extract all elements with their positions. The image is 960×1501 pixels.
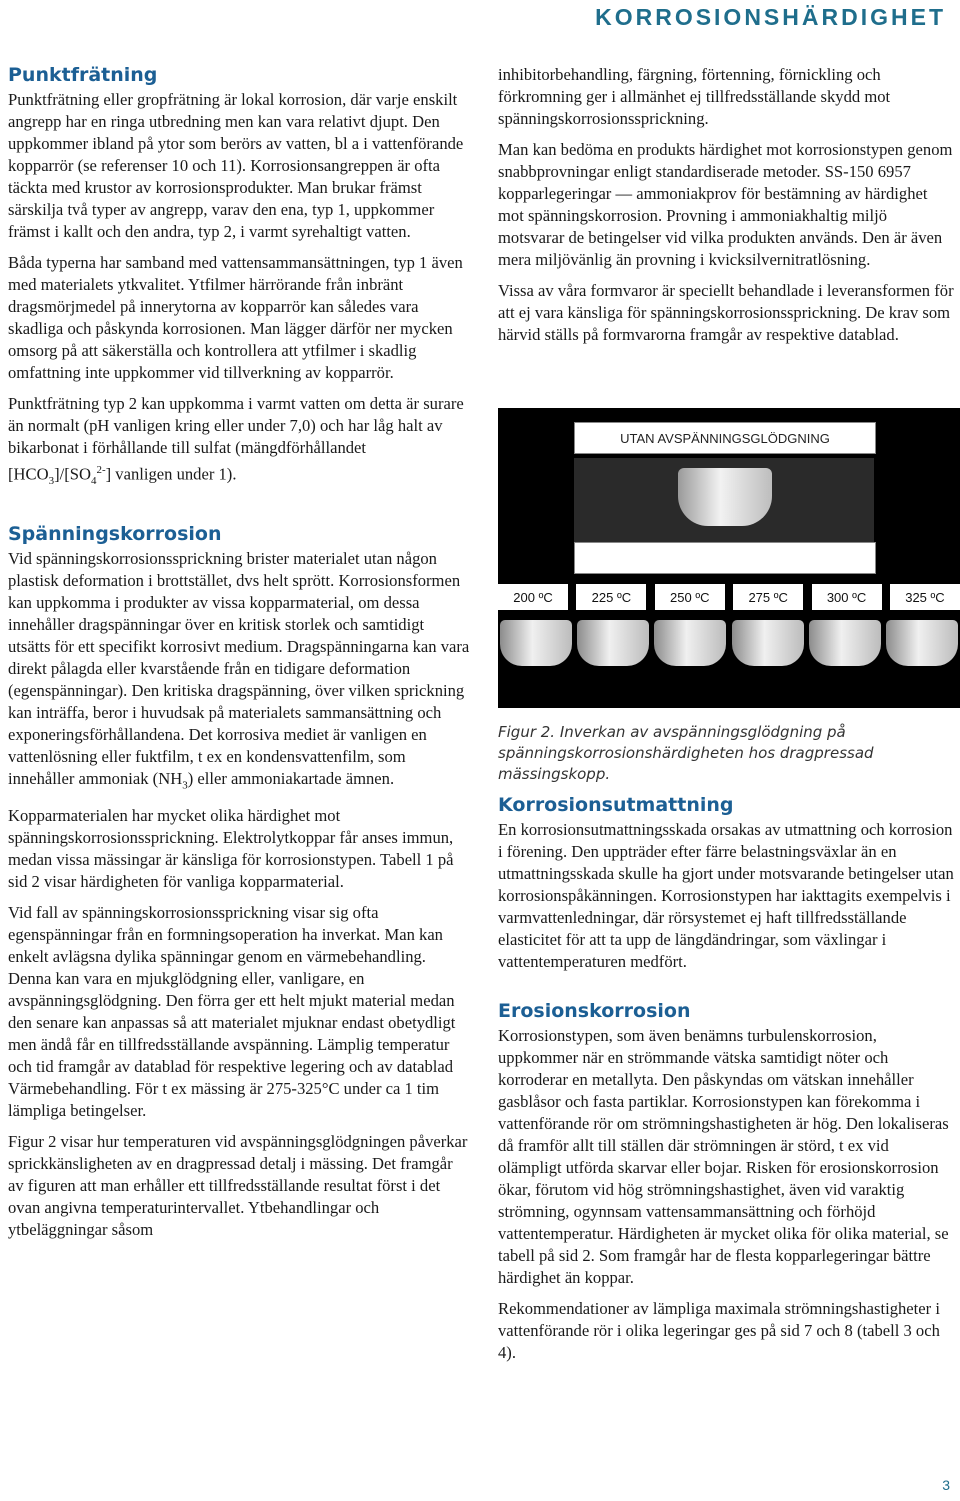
- page-header-title: KORROSIONSHÄRDIGHET: [595, 4, 946, 30]
- heading-erosionskorrosion: Erosionskorrosion: [498, 1000, 691, 1022]
- figure-cup-photo: [498, 408, 960, 708]
- brass-cup: [654, 620, 726, 666]
- cup-row: [500, 620, 958, 666]
- temp-label: 300 ºC: [812, 584, 882, 610]
- brass-cup: [577, 620, 649, 666]
- paragraph: Vid fall av spänningskorrosionssprickning visar sig ofta egenspänningar från en formningsoperation ha inverkat. Man kan enkelt avlägsna dylika spänningar genom en värmebehandling. Denna kan vara en mjukglödgning eller, vanligare, en avspänningsglödgning. Den förra ger ett helt mjukt material medan den senare kan anpassas så att materialet mjuknar endast obetydligt men ändå får en tillfredsställande avspänning. Lämplig temperatur och tid framgår av datablad för respektive legering och av datablad Värmebehandling. För t ex mässing är 275-325°C under ca 1 tim lämpliga betingelser.: [8, 903, 456, 1121]
- page-number: 3: [942, 1477, 950, 1493]
- paragraph: Man kan bedöma en produkts härdighet mot korrosionstypen genom snabbprovningar enligt standardiserade metoder. SS-150 6957 kopparlegeringar — ammoniakprov för bestämning av härdighet mot spänningskorrosion. Provning i ammoniakhaltig miljö motsvarar de betingelser vid vilka produkten används. Den är även mera miljövänlig än provning i kvicksilvernitratlösning.: [498, 140, 953, 269]
- brass-cup-untreated: [678, 468, 772, 526]
- paragraph: Korrosionstypen, som även benämns turbulenskorrosion, uppkommer när en strömmande vätska samtidigt nöter och korroderar en metallyta. Den påskyndas om vätskan innehåller gasblåsor och fasta partiklar. Korrosionstypen kan förekomma i vattenförande rör om strömningshastigheten är hög. Den lokaliseras då framför allt till ställen där strömningen är störd, t ex vid olämpligt utförda skarvar eller bojar. Risken för erosionskorrosion ökar, förutom vid hög strömningshastighet, även vid varaktig strömning, ogynnsam vattensammansättning och förhöjd vattentemperatur. Härdigheten är mycket olika för olika material, se tabell på sid 2. Som framgår har de flesta kopparlegeringar bättre härdighet än koppar.: [498, 1026, 949, 1287]
- paragraph: Rekommendationer av lämpliga maximala strömningshastigheter i vattenförande rör i olika legeringar ges på sid 7 och 8 (tabell 3 och 4).: [498, 1299, 940, 1362]
- paragraph: Vid spänningskorrosionssprickning brister materialet utan någon plastisk deformation i brottstället, dvs helt sprött. Korrosionsformen kan uppkomma i produkter av vissa kopparmaterial, om dessa innehåller dragspänningar över en kritisk storlek och samtidigt utsätts för ett specifikt korrosivt medium. Dragspänningarna kan vara direkt pålagda eller kvarstående från en tidigare deformation (egenspänningar). Den kritiska dragspänning, över vilken sprickning kan inträffa, beror i huvudsak på materialets sammansättning och exponeringsförhållandena. Det korrosiva mediet är vanligen en vattenlösning eller fuktfilm, t ex en kondensvattenfilm, som innehåller ammoniak $(NH_3)$ eller ammoniakartade ämnen.: [8, 548, 470, 792]
- right-column: [498, 64, 954, 355]
- temperature-labels: [498, 584, 960, 610]
- figure-strip: [574, 542, 876, 574]
- temp-label: 275 ºC: [733, 584, 803, 610]
- paragraph: Vissa av våra formvaror är speciellt behandlade i leveransformen för att ej vara känsliga för spänningskorrosionssprickning. De krav som härvid ställs på formvarorna framgår av respektive datablad.: [498, 281, 954, 344]
- left-column: [8, 64, 470, 1250]
- temp-label: 225 ºC: [576, 584, 646, 610]
- paragraph-chemistry: Punktfrätning typ 2 kan uppkomma i varmt vatten om detta är surare än normalt (pH vanligen kring eller under 7,0) och har låg halt av bikarbonat i förhållande till sulfat (mängdförhållandet $[HCO_3]/[SO_4^{2-}]$ vanligen under 1).: [8, 394, 464, 487]
- paragraph: Kopparmaterialen har mycket olika härdighet mot spänningskorrosionssprickning. Elektrolytkoppar får anses immun, medan vissa mässingar är känsliga för korrosionstypen. Tabell 1 på sid 2 visar härdigheten för vanliga kopparmaterial.: [8, 806, 454, 892]
- heading-spanningskorrosion: Spänningskorrosion: [8, 522, 222, 545]
- brass-cup: [732, 620, 804, 666]
- temp-label: 325 ºC: [890, 584, 960, 610]
- paragraph: Båda typerna har samband med vattensammansättningen, typ 1 även med materialets ytkvalitet. Ytfilmer härrörande från inbränt dragsmörjmedel på innerytorna av kopparrör kan således vara skadliga och påskynda korrosionen. Man lägger därför ner mycken omsorg på att säkerställa och kontrollera att ytfilmer i skadlig omfattning inte uppkommer vid tillverkning av kopparrör.: [8, 253, 463, 382]
- figure-banner: UTAN AVSPÄNNINGSGLÖDGNING: [574, 422, 876, 454]
- paragraph: inhibitorbehandling, färgning, förtenning, förnickling och förkromning ger i allmänhet ej tillfredsställande skydd mot spänningskorrosionssprickning.: [498, 65, 891, 128]
- brass-cup: [809, 620, 881, 666]
- paragraph: Punktfrätning eller gropfrätning är lokal korrosion, där varje enskilt angrepp har en ringa utbredning men kan vara relativt djupt. Den uppkommer ibland på ytor som berörs av vatten, bl a i vattenförande kopparrör (se referenser 10 och 11). Korrosionsangreppen är ofta täckta med krustor av korrosionsprodukter. Man brukar främst särskilja två typer av angrepp, varav den ena, typ 1, uppkommer främst i kallt och den andra, typ 2, i varmt syrehaltigt vatten.: [8, 90, 464, 241]
- brass-cup: [500, 620, 572, 666]
- brass-cup: [886, 620, 958, 666]
- paragraph: Figur 2 visar hur temperaturen vid avspänningsglödgningen påverkar sprickkänsligheten av en dragpressad detalj i mässing. Det framgår av figuren att man erhåller ett tillfredsställande resultat först i det ovan angivna temperaturintervallet. Ytbehandlingar och ytbeläggningar såsom: [8, 1132, 468, 1240]
- right-column-lower: [498, 794, 954, 1373]
- paragraph: En korrosionsutmattningsskada orsakas av utmattning och korrosion i förening. Den uppträder efter färre belastningsväxlar än en utmattningsskada skulle ha gjort under motsvarande betingelser utan korrosionspåkänningen. Korrosionstypen har iakttagits exempelvis i varmvattenledningar, där rörsystemet ej haft tillfredsställande elasticitet för att ta upp de längdändringar, som växlingar i vattentemperaturen medfört.: [498, 820, 954, 971]
- figure-caption: Figur 2. Inverkan av avspänningsglödgning på spänningskorrosionshärdigheten hos dragpressad mässingskopp.: [498, 723, 874, 783]
- heading-punktfratning: Punktfrätning: [8, 64, 158, 86]
- temp-label: 200 ºC: [498, 584, 568, 610]
- temp-label: 250 ºC: [655, 584, 725, 610]
- heading-korrosionsutmattning: Korrosionsutmattning: [498, 794, 734, 816]
